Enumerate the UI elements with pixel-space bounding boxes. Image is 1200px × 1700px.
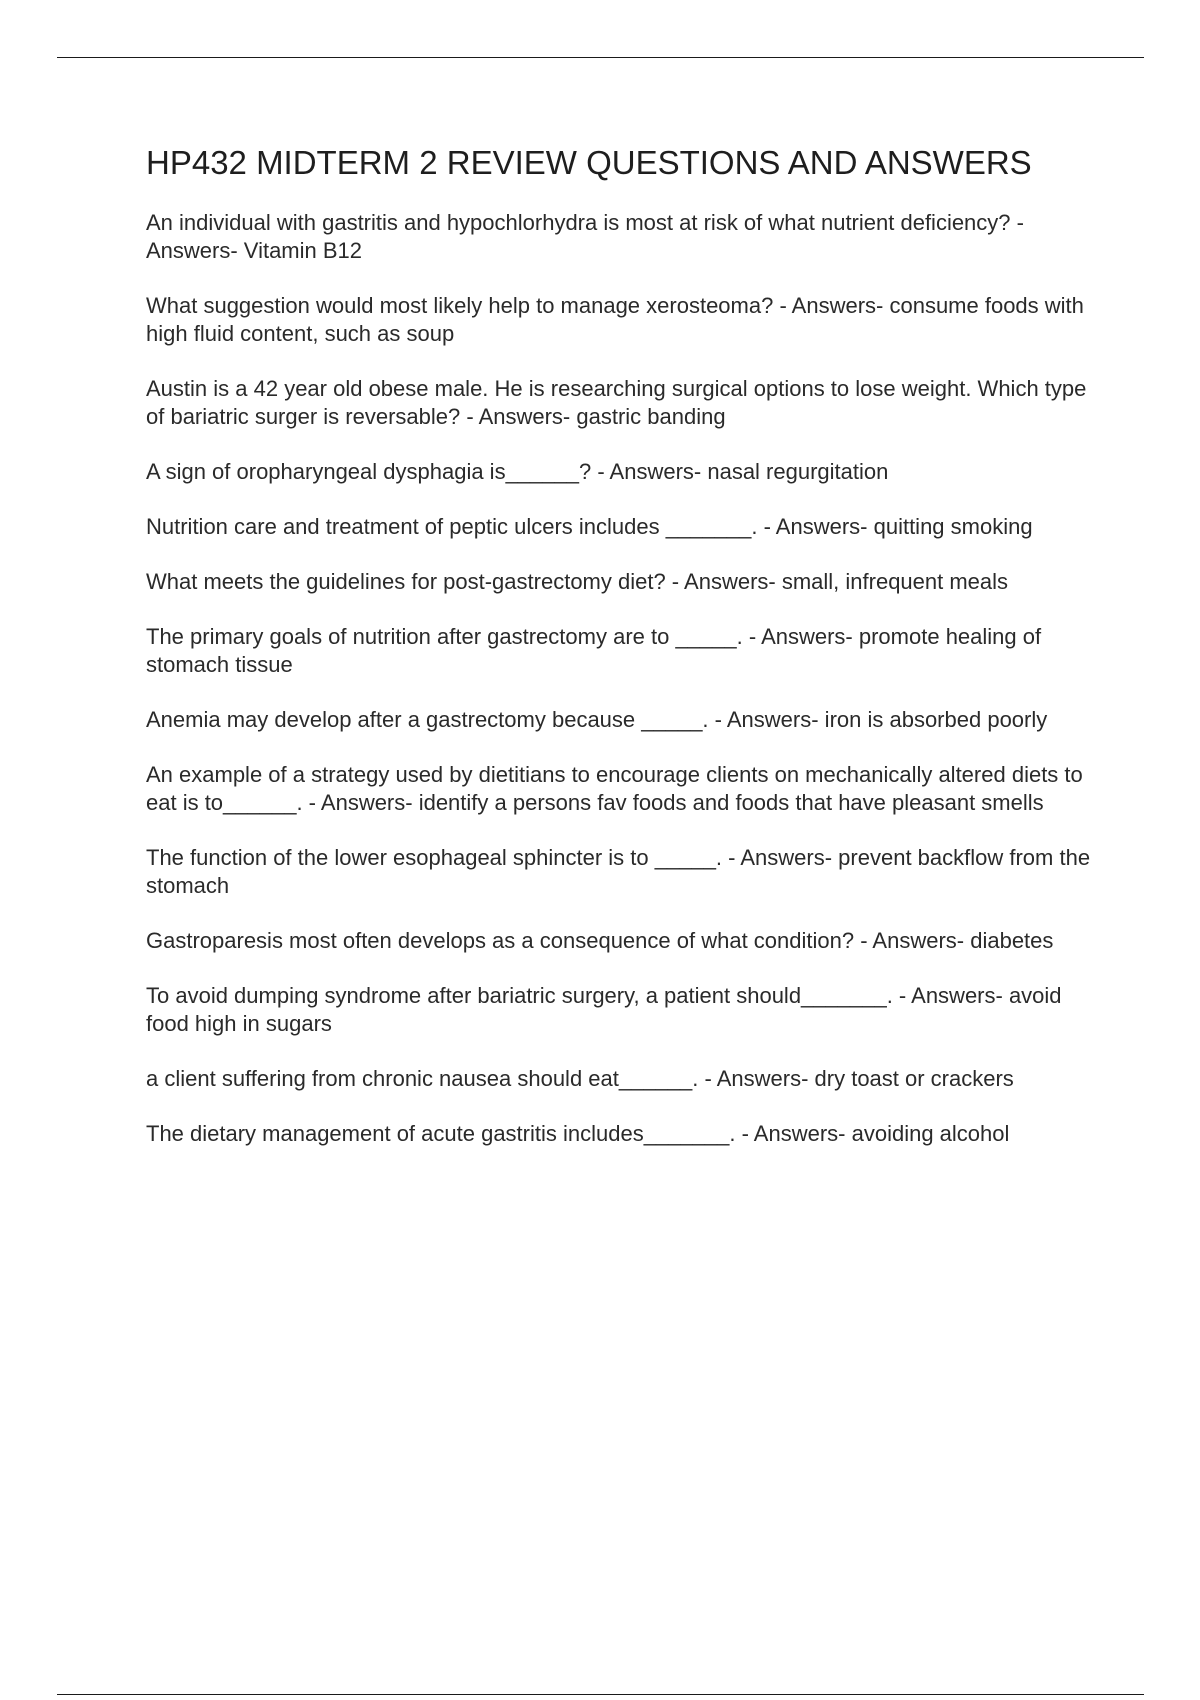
qa-item: The dietary management of acute gastritis includes_______. - Answers- avoiding alcohol [146,1121,1010,1146]
qa-item: The function of the lower esophageal sphincter is to _____. - Answers- prevent backflow from the stomach [146,845,1091,898]
bottom-rule [57,1694,1144,1695]
qa-item: Nutrition care and treatment of peptic ulcers includes _______. - Answers- quitting smoking [146,514,1033,539]
qa-item: A sign of oropharyngeal dysphagia is______? - Answers- nasal regurgitation [146,459,889,484]
qa-item: a client suffering from chronic nausea should eat______. - Answers- dry toast or crackers [146,1066,1014,1091]
document-body [146,142,1096,1175]
top-rule [57,57,1144,58]
document-title: HP432 MIDTERM 2 REVIEW QUESTIONS AND ANSWERS [146,144,1032,181]
qa-item: The primary goals of nutrition after gastrectomy are to _____. - Answers- promote healing of stomach tissue [146,624,1042,677]
qa-item: What suggestion would most likely help to manage xerosteoma? - Answers- consume foods with high fluid content, such as soup [146,293,1084,346]
qa-item: What meets the guidelines for post-gastrectomy diet? - Answers- small, infrequent meals [146,569,1009,594]
qa-item: Austin is a 42 year old obese male. He is researching surgical options to lose weight. Which type of bariatric surger is reversable? - Answers- gastric banding [146,376,1087,429]
qa-item: Anemia may develop after a gastrectomy because _____. - Answers- iron is absorbed poorly [146,707,1048,732]
qa-item: An example of a strategy used by dietitians to encourage clients on mechanically altered diets to eat is to______. - Answers- identify a persons fav foods and foods that have pleasant smells [146,762,1083,815]
qa-item: To avoid dumping syndrome after bariatric surgery, a patient should_______. - Answers- avoid food high in sugars [146,983,1062,1036]
qa-item: Gastroparesis most often develops as a consequence of what condition? - Answers- diabetes [146,928,1054,953]
qa-item: An individual with gastritis and hypochlorhydra is most at risk of what nutrient deficiency? - Answers- Vitamin B12 [146,210,1024,263]
qa-list [146,209,1096,1148]
